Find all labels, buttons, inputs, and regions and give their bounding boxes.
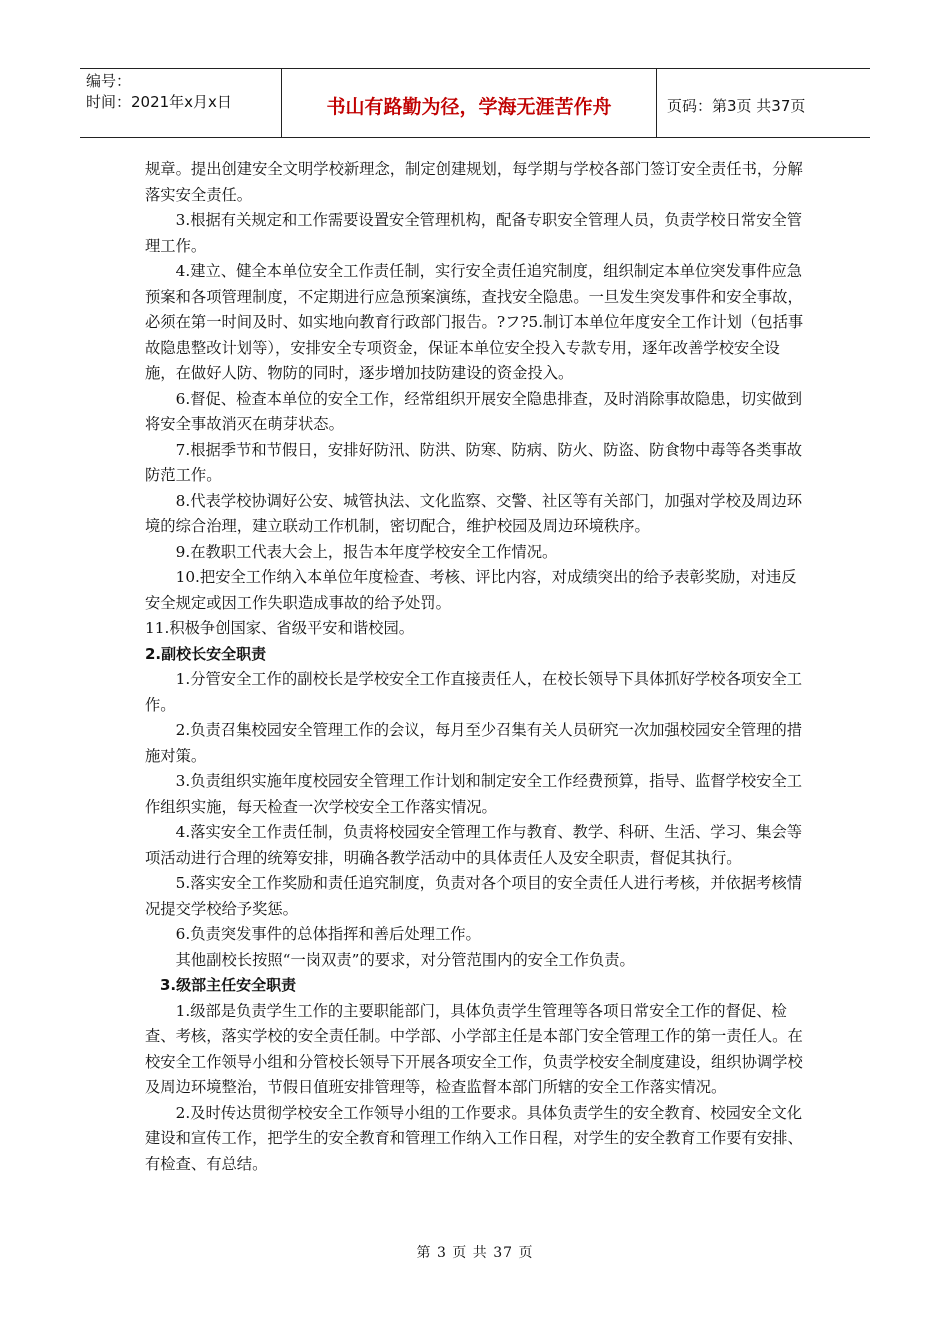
paragraph: 8.代表学校协调好公安、城管执法、文化监察、交警、社区等有关部门，加强对学校及周边环境的综合治理，建立联动工作机制，密切配合，维护校园及周边环境秩序。 <box>145 491 803 535</box>
header-meta <box>80 69 282 137</box>
paragraph: 1.分管安全工作的副校长是学校安全工作直接责任人，在校长领导下具体抓好学校各项安全工作。 <box>145 670 803 714</box>
paragraph: 5.落实安全工作奖励和责任追究制度，负责对各个项目的安全责任人进行考核，并依据考核情况提交学校给予奖惩。 <box>145 874 803 918</box>
header-page-info: 页码：第3页 共37页 <box>667 96 806 115</box>
header-motto: 书山有路勤为径，学海无涯苦作舟 <box>282 69 657 137</box>
section-heading: 3.级部主任安全职责 <box>160 976 297 994</box>
paragraph: 4.落实安全工作责任制，负责将校园安全管理工作与教育、教学、科研、生活、学习、集会等项活动进行合理的统筹安排，明确各教学活动中的具体责任人及安全职责，督促其执行。 <box>145 823 803 867</box>
section-heading: 2.副校长安全职责 <box>145 644 267 663</box>
paragraph: 3.负责组织实施年度校园安全管理工作计划和制定安全工作经费预算，指导、监督学校安全工作组织实施，每天检查一次学校安全工作落实情况。 <box>145 772 803 816</box>
paragraph: 7.根据季节和节假日，安排好防汛、防洪、防寒、防病、防火、防盗、防食物中毒等各类事故防范工作。 <box>145 440 803 484</box>
paragraph: 其他副校长按照“一岗双责”的要求，对分管范围内的安全工作负责。 <box>175 950 635 969</box>
paragraph: 6.负责突发事件的总体指挥和善后处理工作。 <box>175 925 481 943</box>
paragraph: 规章。提出创建安全文明学校新理念，制定创建规划，每学期与学校各部门签订安全责任书，分解落实安全责任。 <box>145 160 803 204</box>
page-footer: 第 3 页 共 37 页 <box>416 1245 534 1261</box>
paragraph: 2.及时传达贯彻学校安全工作领导小组的工作要求。具体负责学生的安全教育、校园安全文化建设和宣传工作，把学生的安全教育和管理工作纳入工作日程，对学生的安全教育工作要有安排、有检查、有总结。 <box>145 1103 803 1173</box>
paragraph: 2.负责召集校园安全管理工作的会议，每月至少召集有关人员研究一次加强校园安全管理的措施对策。 <box>145 721 803 765</box>
paragraph: 11.积极争创国家、省级平安和谐校园。 <box>145 619 415 637</box>
paragraph: 6.督促、检查本单位的安全工作，经常组织开展安全隐患排查，及时消除事故隐患，切实做到将安全事故消灭在萌芽状态。 <box>145 389 803 433</box>
paragraph: 4.建立、健全本单位安全工作责任制，实行安全责任追究制度，组织制定本单位突发事件应急预案和各项管理制度，不定期进行应急预案演练，查找安全隐患。一旦发生突发事件和安全事故，必须在第一时间及时、如实地向教育行政部门报告。?フ?5.制订本单位年度安全工作计划（包括事故隐患整改计划等），安排安全专项资金，保证本单位安全投入专款专用，逐年改善学校安全设施，在做好人防、物防的同时，逐步增加技防建设的资金投入。 <box>145 262 804 382</box>
page-header <box>80 68 870 138</box>
paragraph: 3.根据有关规定和工作需要设置安全管理机构，配备专职安全管理人员，负责学校日常安全管理工作。 <box>145 211 803 255</box>
doc-number-label: 编号： <box>86 72 132 90</box>
paragraph: 1.级部是负责学生工作的主要职能部门，具体负责学生管理等各项日常安全工作的督促、检查、考核，落实学校的安全责任制。中学部、小学部主任是本部门安全管理工作的第一责任人。在校安全工作领导小组和分管校长领导下开展各项安全工作，负责学校安全制度建设，组织协调学校及周边环境整治，节假日值班安排管理等，检查监督本部门所辖的安全工作落实情况。 <box>145 1001 803 1096</box>
paragraph: 9.在教职工代表大会上，报告本年度学校安全工作情况。 <box>175 542 558 561</box>
paragraph: 10.把安全工作纳入本单位年度检查、考核、评比内容，对成绩突出的给予表彰奖励，对违反安全规定或因工作失职造成事故的给予处罚。 <box>145 568 797 612</box>
doc-date: 时间：2021年x月x日 <box>86 93 232 111</box>
document-body <box>145 157 809 1177</box>
